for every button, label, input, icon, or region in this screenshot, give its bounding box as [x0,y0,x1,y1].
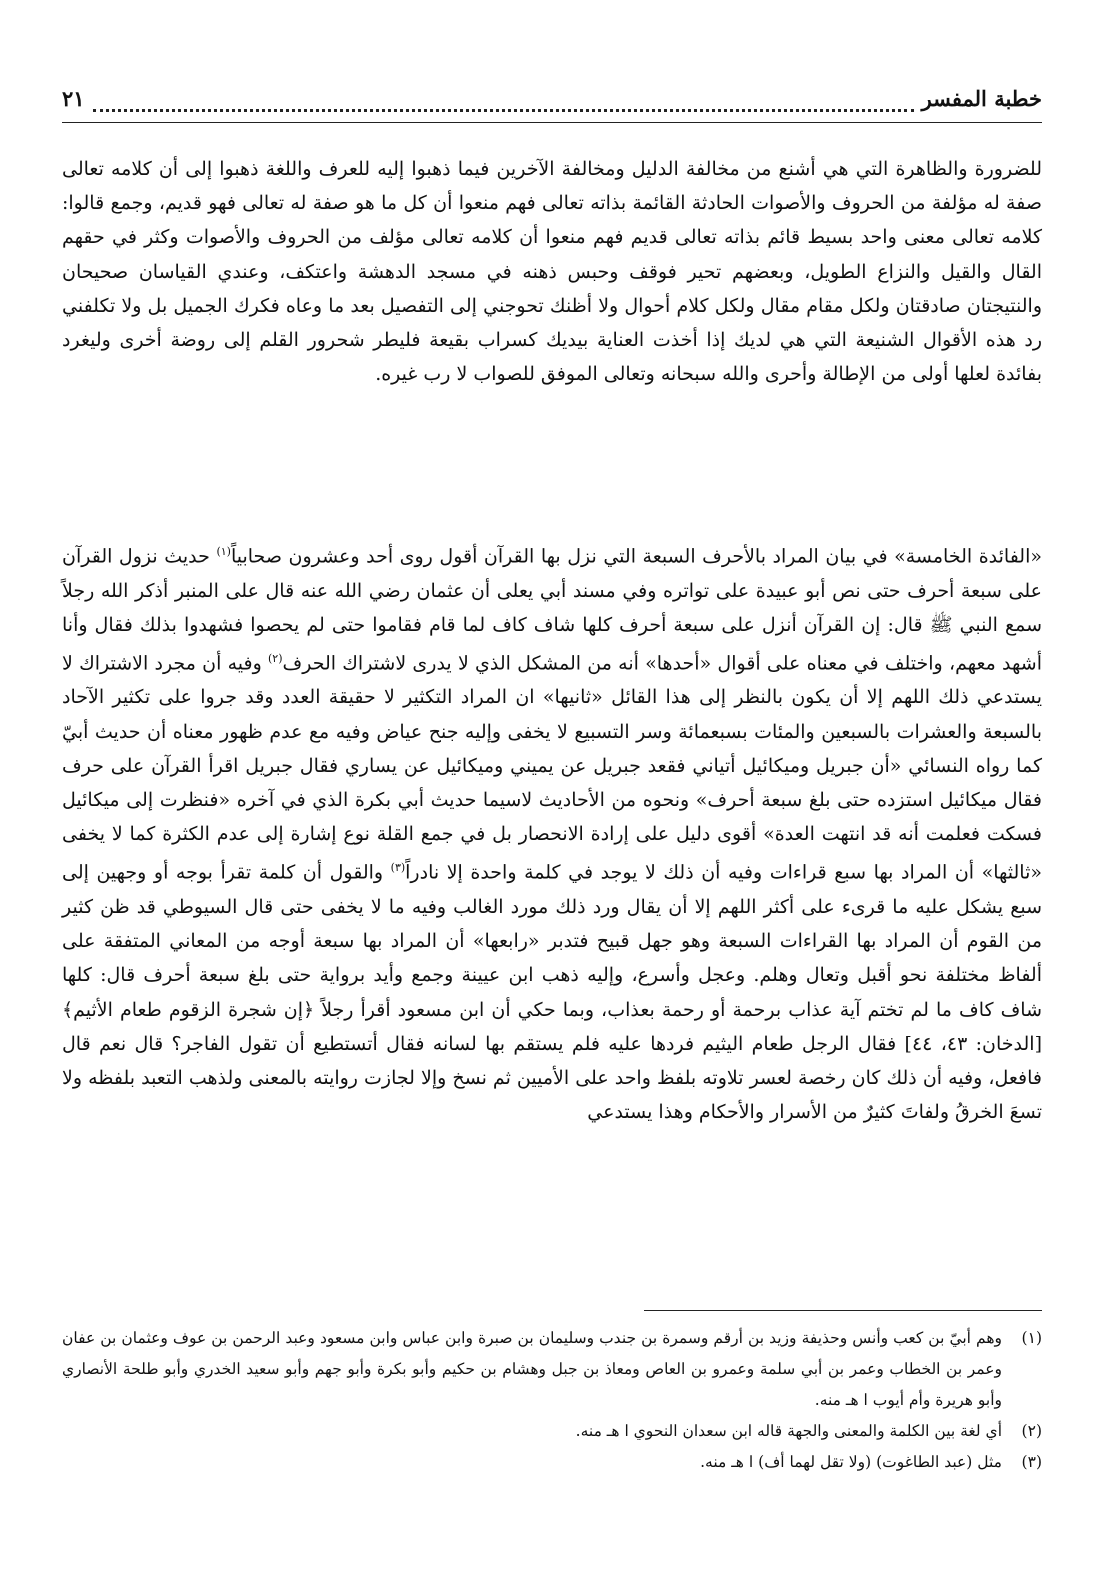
running-header [62,86,1042,120]
footnote-ref-1[interactable]: (١) [216,545,231,558]
footnote-separator [644,1310,1042,1311]
footnote-ref-3[interactable]: (٣) [390,861,406,875]
paragraph-2-text-d: والقول أن كلمة تقرأ بوجه أو وجهين إلى سبع يشكل عليه ما قرىء على أكثر اللهم إلا أن يقال ورد ذلك مورد الغالب وفيه ما لا يخفى حتى قال السيوطي قد ظن كثير من القوم أن المراد بها القراءات السبعة وهو جهل قبيح فتدبر «رابعها» أن المراد بها سبعة أوجه من المعاني المتفقة على ألفاظ مختلفة نحو أقبل وتعال وهلم. وعجل وأسرع، وإليه ذهب ابن عيينة وجمع وأيد برواية حتى بلغ سبعة أحرف قال: كلها شاف كاف ما لم تختم آية عذاب برحمة أو رحمة بعذاب، وبما حكي أن ابن مسعود أقرأ رجلاً ﴿إن شجرة الزقوم طعام الأثيم﴾ [الدخان: ٤٣، ٤٤] فقال الرجل طعام اليثيم فردها عليه فلم يستقم بها لسانه فقال أتستطيع أن تقول الفاجر؟ قال نعم قال فافعل، وفيه أن ذلك كان رخصة لعسر تلاوته بلفظ واحد على الأميين ثم نسخ وإلا لجازت روايته بالمعنى ولذهب التعبد بلفظه ولا تسعَ الخرقُ ولفاتَ كثيرٌ من الأسرار والأحكام وهذا يستدعي [62,861,1042,1124]
header-rule [62,122,1042,123]
footnote-number: (١) [1021,1329,1042,1347]
paragraph-2-text-c: وفيه أن مجرد الاشتراك لا يستدعي ذلك اللهم إلا أن يكون بالنظر إلى هذا القائل «ثانيها» ان المراد التكثير لا حقيقة العدد وقد جروا على تكثير الآحاد بالسبعة والعشرات بالسبعين والمئات بسبعمائة وسر التسبيع لا يخفى وإليه جنح عياض وفيه مع عدم ظهور معناه أن حديث أبيّ كما رواه النسائي «أن جبريل وميكائيل أتياني فقعد جبريل عن يميني وميكائيل عن يساري فقال جبريل اقرأ القرآن على حرف فقال ميكائيل استزده حتى بلغ سبعة أحرف» ونحوه من الأحاديث لاسيما حديث أبي بكرة الذي في آخره «فنظرت إلى ميكائيل فسكت فعلمت أنه قد انتهت العدة» أقوى دليل على إرادة الانحصار بل في جمع القلة نوع إشارة إلى عدم الكثرة كما لا يخفى «ثالثها» أن المراد بها سبع قراءات وفيه أن ذلك لا يوجد في كلمة واحدة إلا نادراً [62,652,1043,884]
footnote-ref-2[interactable]: (٢) [268,651,283,665]
footnote-1 [62,1323,1042,1416]
footnote-3 [62,1447,1042,1478]
footnote-text: أي لغة بين الكلمة والمعنى والجهة قاله ابن سعدان النحوي ا هـ منه. [575,1422,1002,1440]
header-title: خطبة المفسر [921,86,1042,111]
footnote-text: وهم أبيّ بن كعب وأنس وحذيفة وزيد بن أرقم وسمرة بن جندب وسليمان بن صبرة وابن عباس وابن مسعود وعبد الرحمن بن عوف وعثمان بن عفان وعمر بن الخطاب وعمر بن أبي سلمة وعمرو بن العاص ومعاذ بن جبل وهشام بن حكيم وأبو بكرة وأبو جهم وأبو سعيد الخدري وأبو طلحة الأنصاري وأبو هريرة وأم أيوب ا هـ منه. [62,1329,1002,1409]
page-number: ٢١ [62,86,85,111]
dot-leader [93,95,914,112]
footnote-number: (٢) [1021,1422,1042,1440]
paragraph-2-text-a: «الفائدة الخامسة» في بيان المراد بالأحرف السبعة التي نزل بها القرآن أقول روى أحد وعشرون صحابياً [230,545,1043,568]
footnotes-list [62,1323,1042,1478]
body-paragraph-2 [62,535,1042,1129]
footnote-text: مثل (عبد الطاغوت) (ولا تقل لهما أف) ا هـ منه. [700,1453,1002,1471]
footnote-2 [62,1416,1042,1447]
paragraph-2-text-b: حديث نزول القرآن على سبعة أحرف حتى نص أبو عبيدة على تواتره وفي مسند أبي يعلى أن عثمان رضي الله عنه قال على المنبر أذكر الله رجلاً سمع النبي ﷺ قال: إن القرآن أنزل على سبعة أحرف كلها شاف كاف لما قام فقاموا حتى لم يحصوا فشهدوا بذلك فقال وأنا أشهد معهم، واختلف في معناه على أقوال «أحدها» أنه من المشكل الذي لا يدرى لاشتراك الحرف [62,545,1042,675]
book-page [62,0,1042,1576]
footnote-number: (٣) [1021,1453,1042,1471]
body-paragraph-1: للضرورة والظاهرة التي هي أشنع من مخالفة الدليل ومخالفة الآخرين فيما ذهبوا إليه للعرف واللغة ذهبوا إلى أن كلامه تعالى صفة له مؤلفة من الحروف والأصوات الحادثة القائمة بذاته تعالى فهم منعوا أن كل ما هو صفة له تعالى فهو قديم، وجمع قالوا: كلامه تعالى معنى واحد بسيط قائم بذاته تعالى قديم فهم منعوا أن كلامه تعالى مؤلف من الحروف والأصوات وكثر في حقهم القال والقيل والنزاع الطويل، وبعضهم تحير فوقف وحبس ذهنه في مسجد الدهشة واعتكف، وعندي القياسان صحيحان والنتيجتان صادقتان ولكل مقام مقال ولكل كلام أحوال ولا أظنك تحوجني إلى التفصيل بعد ما وعاه فكرك الجميل بل ولا تكلفني رد هذه الأقوال الشنيعة التي هي لديك إذا أخذت العناية بيديك كسراب بقيعة فليطر شحرور القلم إلى روضة أخرى وليغرد بفائدة لعلها أولى من الإطالة وأحرى والله سبحانه وتعالى الموفق للصواب لا رب غيره. [62,158,1042,386]
